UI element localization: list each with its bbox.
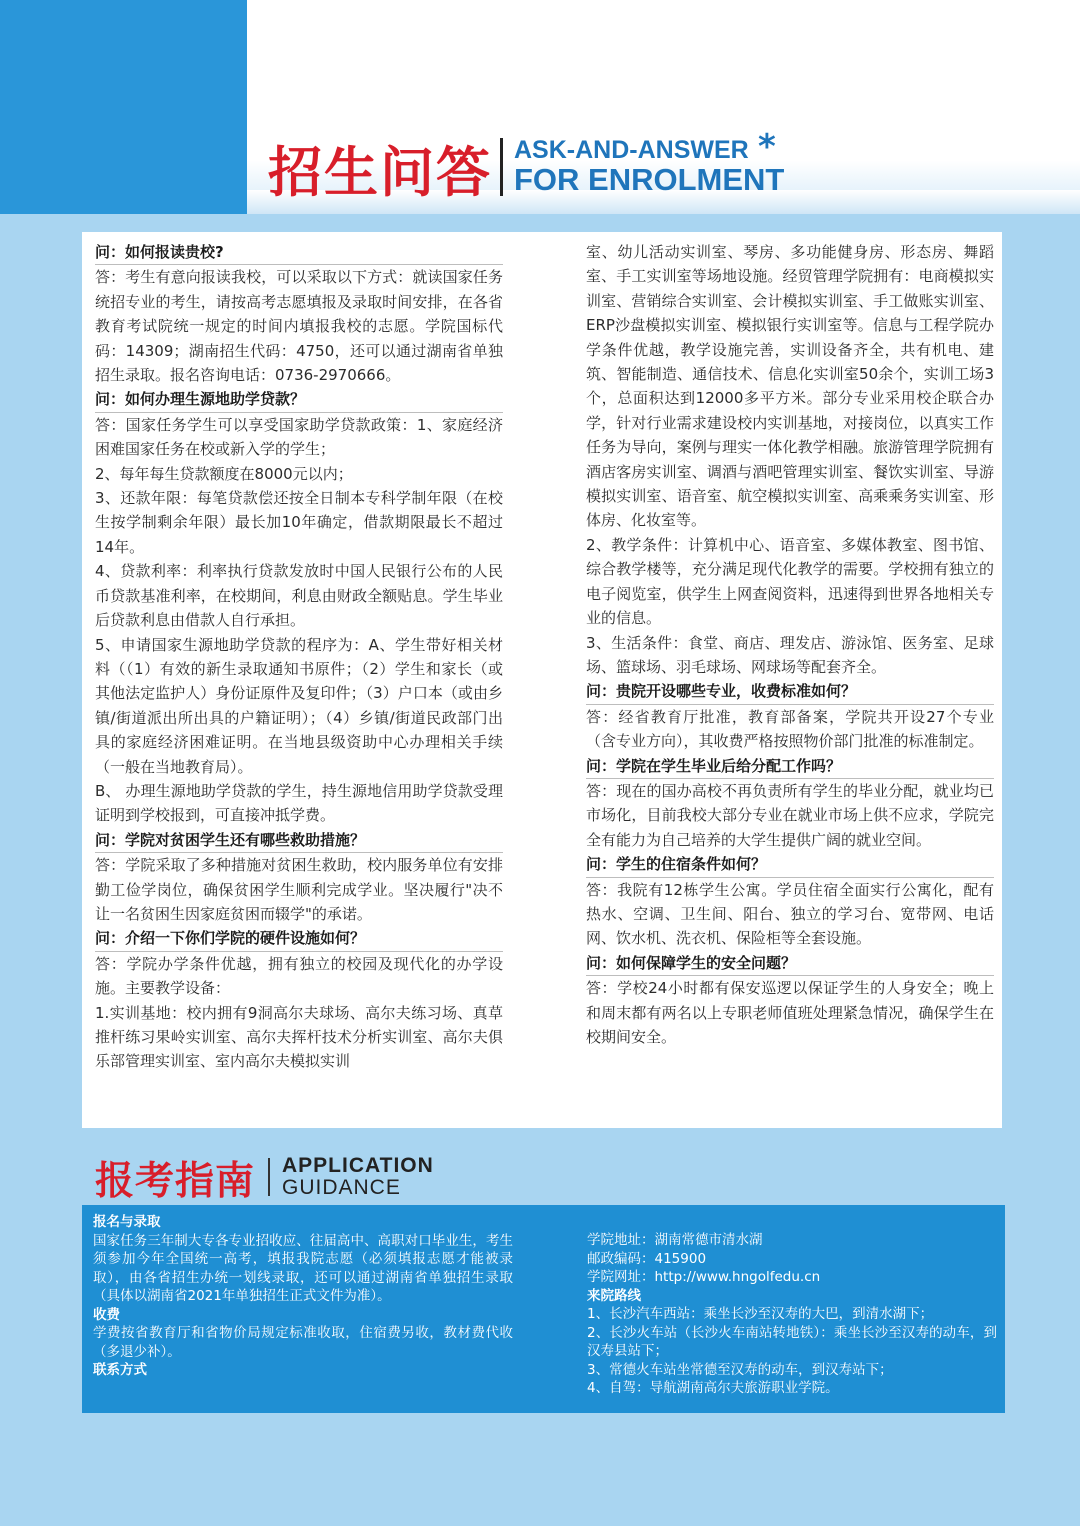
page-title-en [514, 136, 784, 196]
qa-question: 问：如何保障学生的安全问题？ [586, 951, 994, 976]
guide-text: 1、长沙汽车西站：乘坐长沙至汉寿的大巴，到清水湖下； [587, 1306, 934, 1322]
guide-title-en [282, 1155, 434, 1199]
guide-text: 邮政编码：415900 [587, 1250, 707, 1267]
qa-answer: 答：学校24小时都有保安巡逻以保证学生的人身安全；晚上和周末都有两名以上专职老师值班处理紧急情况，确保学生在校期间安全。 [586, 979, 994, 1046]
qa-answer: B、 办理生源地助学贷款的学生，持生源地信用助学贷款受理证明到学校报到，可直接冲抵学费。 [95, 781, 503, 825]
title-en-line2: FOR ENROLMENT [514, 162, 785, 197]
qa-column-left [95, 240, 503, 1074]
qa-answer: 2、教学条件：计算机中心、语音室、多媒体教室、图书馆、综合教学楼等，充分满足现代化教学的需要。学校拥有独立的电子阅览室，供学生上网查阅资料，迅速得到世界各地相关专业的信息。 [586, 535, 994, 628]
guide-text: 学费按省教育厅和省物价局规定标准收取，住宿费另收，教材费代收（多退少补）。 [93, 1325, 513, 1360]
guide-title-en-line1: APPLICATION [282, 1154, 434, 1177]
header-blue-block [0, 0, 247, 214]
qa-answer: 答：现在的国办高校不再负责所有学生的毕业分配，就业均已市场化，目前我校大部分专业在就业市场上供不应求，学院完全有能力为自己培养的大学生提供广阔的就业空间。 [586, 781, 994, 849]
qa-answer: 1.实训基地：校内拥有9洞高尔夫球场、高尔夫练习场、真草推杆练习果岭实训室、高尔夫挥杆技术分析实训室、高尔夫俱乐部管理实训室、室内高尔夫模拟实训 [95, 1003, 503, 1071]
qa-answer: 答：国家任务学生可以享受国家助学贷款政策：1、家庭经济困难国家任务在校或新入学的学生； [95, 415, 503, 459]
qa-question: 问：贵院开设哪些专业，收费标准如何？ [586, 679, 994, 704]
guide-heading: 收费 [93, 1306, 120, 1323]
qa-answer: 答：学院采取了多种措施对贫困生救助，校内服务单位有安排勤工俭学岗位，确保贫困学生顺利完成学业。坚决履行"决不让一名贫困生因家庭贫困而辍学"的承诺。 [95, 856, 503, 923]
title-divider [500, 138, 503, 196]
guide-panel [82, 1205, 1005, 1413]
qa-answer: 答：我院有12栋学生公寓。学员住宿全面实行公寓化，配有热水、空调、卫生间、阳台、独立的学习台、宽带网、电话网、饮水机、洗衣机、保险柜等全套设施。 [586, 880, 994, 948]
page-title-cn: 招生问答 [268, 141, 492, 204]
qa-answer: 3、还款年限：每笔贷款偿还按全日制本专科学制年限（在校生按学制剩余年限）最长加10年确定，借款期限最长不超过14年。 [95, 489, 503, 556]
qa-question: 问：介绍一下你们学院的硬件设施如何？ [95, 926, 503, 951]
star-icon: * [758, 127, 776, 167]
qa-answer: 答：学院办学条件优越，拥有独立的校园及现代化的办学设施。主要教学设备： [95, 954, 503, 998]
guide-text: 国家任务三年制大专各专业招收应、往届高中、高职对口毕业生，考生须参加今年全国统一高考，填报我院志愿（必须填报志愿才能被录取），由各省招生办统一划线录取，还可以通过湖南省单独招生录取（具体以湖南省2021年单独招生正式文件为准）。 [93, 1232, 513, 1304]
guide-text: 2、长沙火车站（长沙火车南站转地铁）：乘坐长沙至汉寿的动车，到汉寿县站下； [587, 1324, 997, 1359]
qa-answer: 5、申请国家生源地助学贷款的程序为：A、学生带好相关材料（（1）有效的新生录取通知书原件；（2）学生和家长（或其他法定监护人）身份证原件及复印件；（3）户口本（或由乡镇/街道派出所出具的户籍证明）；（4）乡镇/街道民政部门出具的家庭经济困难证明。在当地县级资助中心办理相关手续（一般在当地教育局）。 [95, 635, 503, 776]
title-en-line1: ASK-AND-ANSWER [514, 136, 749, 164]
qa-question: 问：如何办理生源地助学贷款？ [95, 387, 503, 412]
guide-text: 学院地址：湖南常德市清水湖 [587, 1232, 763, 1248]
qa-panel [82, 232, 1002, 1128]
qa-column-right [586, 240, 994, 1049]
guide-text: 4、自驾：导航湖南高尔夫旅游职业学院。 [587, 1380, 839, 1396]
guide-text: 3、常德火车站坐常德至汉寿的动车，到汉寿站下； [587, 1361, 893, 1378]
qa-answer: 答：经省教育厅批准，教育部备案，学院共开设27个专业（含专业方向），其收费严格按照物价部门批准的标准制定。 [586, 707, 994, 751]
qa-answer: 2、每年每生贷款额度在8000元以内； [95, 464, 353, 483]
guide-title-cn: 报考指南 [95, 1159, 256, 1204]
guide-heading: 来院路线 [587, 1287, 641, 1304]
qa-question: 问：如何报读贵校? [95, 240, 503, 265]
qa-question: 问：学生的住宿条件如何？ [586, 852, 994, 877]
qa-question: 问：学院在学生毕业后给分配工作吗？ [586, 754, 994, 779]
guide-title-en-line2: GUIDANCE [282, 1176, 401, 1199]
guide-heading: 联系方式 [93, 1362, 147, 1378]
qa-answer: 4、贷款利率：利率执行贷款发放时中国人民银行公布的人民币贷款基准利率，在校期间，利息由财政全额贴息。学生毕业后贷款利息由借款人自行承担。 [95, 562, 503, 630]
qa-question: 问：学院对贫困学生还有哪些救助措施？ [95, 828, 503, 853]
guide-column-left [93, 1213, 513, 1380]
qa-answer: 答：考生有意向报读我校，可以采取以下方式：就读国家任务统招专业的考生，请按高考志愿填报及录取时间安排，在各省教育考试院统一规定的时间内填报我校的志愿。学院国标代码：14309；湖南招生代码：4750，还可以通过湖南省单独招生录取。报名咨询电话：0736-2970666。 [95, 268, 503, 385]
guide-heading: 报名与录取 [93, 1214, 161, 1230]
guide-text: 学院网址：http://www.hngolfedu.cn [587, 1269, 821, 1285]
qa-answer: 3、生活条件：食堂、商店、理发店、游泳馆、医务室、足球场、篮球场、羽毛球场、网球场等配套齐全。 [586, 633, 994, 676]
qa-answer: 室、幼儿活动实训室、琴房、多功能健身房、形态房、舞蹈室、手工实训室等场地设施。经贸管理学院拥有：电商模拟实训室、营销综合实训室、会计模拟实训室、手工做账实训室、ERP沙盘模拟实训室、模拟银行实训室等。信息与工程学院办学条件优越，教学设施完善，实训设备齐全，共有机电、建筑、智能制造、通信技术、信息化实训室50余个，实训工场3个，总面积达到12000多平方米。部分专业采用校企联合办学，针对行业需求建设校内实训基地，对接岗位，以真实工作任务为导向，案例与理实一体化教学相融。旅游管理学院拥有酒店客房实训室、调酒与酒吧管理实训室、餐饮实训室、导游模拟实训室、语音室、航空模拟实训室、高乘乘务实训室、形体房、化妆室等。 [586, 243, 994, 530]
guide-column-right [587, 1231, 997, 1398]
guide-title-divider [268, 1158, 270, 1196]
